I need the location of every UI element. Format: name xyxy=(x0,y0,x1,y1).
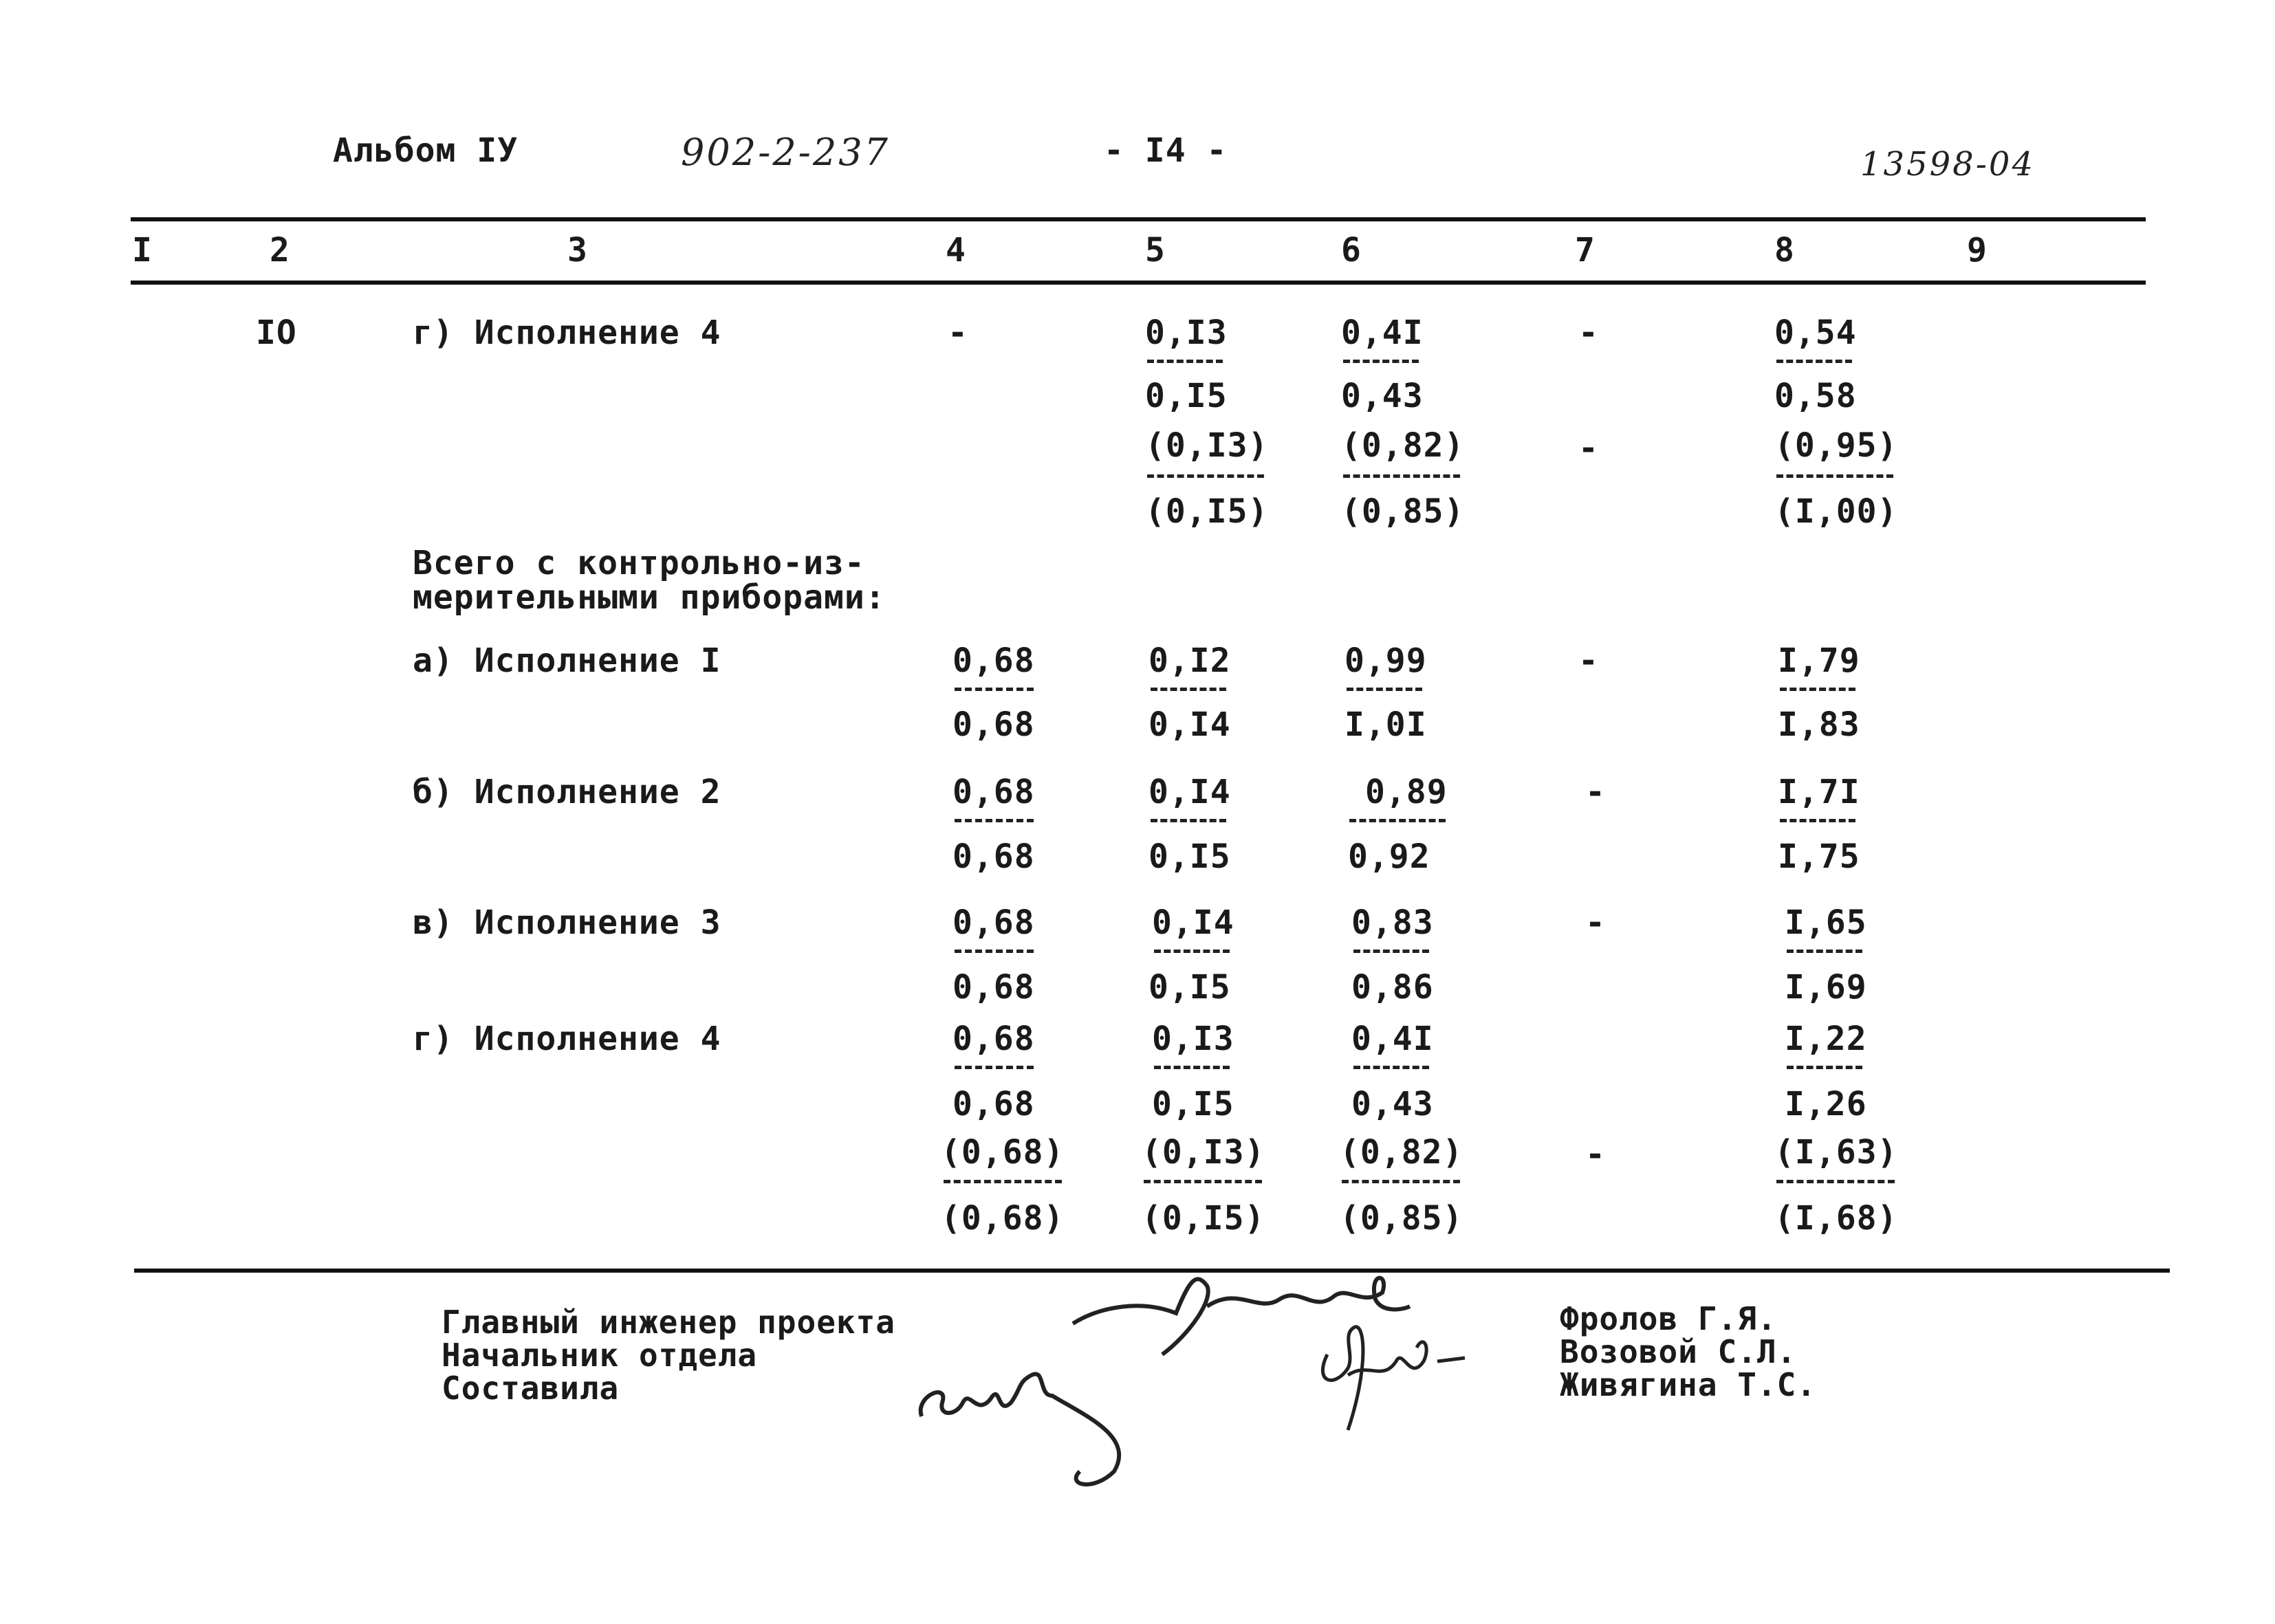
variant-col6-top: 0,4I xyxy=(1351,1020,1434,1058)
fraction-line xyxy=(955,1066,1034,1069)
column-number-3: 3 xyxy=(567,231,588,270)
variant-col4-bottom: 0,68 xyxy=(953,705,1035,744)
footer-role-department-head: Начальник отдела xyxy=(442,1337,758,1374)
variant-col4-bottom: 0,68 xyxy=(953,1085,1035,1123)
variant-col6-top: 0,83 xyxy=(1351,903,1434,942)
group1-col6-bottom: 0,43 xyxy=(1341,377,1424,415)
variant-col5-top: 0,I4 xyxy=(1149,773,1231,811)
variant-col4-top: 0,68 xyxy=(953,773,1035,811)
variant-col8-bottom: I,26 xyxy=(1785,1085,1867,1123)
variant-col5-bottom: 0,I5 xyxy=(1149,968,1231,1007)
variant-col6-bottom: 0,86 xyxy=(1351,968,1434,1007)
fraction-line xyxy=(1776,360,1852,363)
variant-label: в) Исполнение 3 xyxy=(413,903,721,942)
variant-col5-top: 0,I2 xyxy=(1149,641,1231,680)
variant-col8-top: I,7I xyxy=(1778,773,1860,811)
group1-paren-col5-bottom: (0,I5) xyxy=(1145,492,1269,531)
variant-col4-top: 0,68 xyxy=(953,903,1035,942)
fraction-line xyxy=(955,819,1034,822)
fraction-line xyxy=(1776,474,1893,478)
table-header-rule xyxy=(131,281,2146,285)
column-number-5: 5 xyxy=(1145,231,1166,270)
variant-col4-bottom: 0,68 xyxy=(953,837,1035,876)
group1-paren-col7: - xyxy=(1578,429,1599,468)
fraction-line xyxy=(1342,1180,1460,1183)
fraction-line xyxy=(1147,360,1223,363)
variant-col7: - xyxy=(1585,903,1606,942)
footer-name-compiler: Живягина Т.С. xyxy=(1560,1366,1817,1403)
variant-paren-col5-bottom: (0,I5) xyxy=(1142,1199,1265,1238)
fraction-line xyxy=(1349,819,1446,822)
variant-paren-col6-top: (0,82) xyxy=(1340,1133,1463,1172)
footer-role-compiler: Составила xyxy=(442,1370,620,1407)
group1-col6-top: 0,4I xyxy=(1341,314,1424,352)
variant-col4-bottom: 0,68 xyxy=(953,968,1035,1007)
fraction-line xyxy=(1776,1180,1895,1183)
variant-col6-bottom: 0,43 xyxy=(1351,1085,1434,1123)
fraction-line xyxy=(1151,688,1226,691)
variant-paren-col7: - xyxy=(1585,1135,1606,1174)
variant-col7: - xyxy=(1578,641,1599,680)
footer-name-department-head: Возовой С.Л. xyxy=(1560,1333,1797,1370)
column-number-9: 9 xyxy=(1967,231,1988,270)
fraction-line xyxy=(1147,474,1264,478)
fraction-line xyxy=(1154,950,1230,953)
variant-paren-col4-top: (0,68) xyxy=(941,1133,1065,1172)
fraction-line xyxy=(1353,1066,1429,1069)
fraction-line xyxy=(944,1180,1062,1183)
variant-col8-bottom: I,75 xyxy=(1778,837,1860,876)
page-number: - I4 - xyxy=(1104,131,1228,170)
variant-col5-top: 0,I4 xyxy=(1152,903,1234,942)
variant-col6-top: 0,89 xyxy=(1365,773,1448,811)
group1-col7: - xyxy=(1578,314,1599,352)
footer-role-chief-engineer: Главный инженер проекта xyxy=(442,1304,895,1341)
variant-paren-col6-bottom: (0,85) xyxy=(1340,1199,1463,1238)
variant-col6-top: 0,99 xyxy=(1345,641,1427,680)
variant-col6-bottom: 0,92 xyxy=(1348,837,1430,876)
document-number: 902-2-237 xyxy=(681,131,890,174)
group1-paren-col6-bottom: (0,85) xyxy=(1341,492,1465,531)
variant-paren-col8-bottom: (I,68) xyxy=(1774,1199,1898,1238)
group1-col4: - xyxy=(948,314,968,352)
row-number: IO xyxy=(256,314,297,352)
variant-col8-top: I,79 xyxy=(1778,641,1860,680)
totals-label-line2: мерительными приборами: xyxy=(413,578,886,617)
fraction-line xyxy=(1780,688,1855,691)
column-number-2: 2 xyxy=(270,231,290,270)
variant-label: а) Исполнение I xyxy=(413,641,721,680)
variant-col4-top: 0,68 xyxy=(953,641,1035,680)
signature-department-head xyxy=(1307,1306,1485,1444)
fraction-line xyxy=(1780,819,1855,822)
variant-label: г) Исполнение 4 xyxy=(413,1020,721,1058)
table-top-rule xyxy=(131,217,2146,221)
fraction-line xyxy=(1154,1066,1230,1069)
variant-col8-top: I,65 xyxy=(1785,903,1867,942)
group1-paren-col8-top: (0,95) xyxy=(1774,426,1898,465)
variant-col5-bottom: 0,I5 xyxy=(1152,1085,1234,1123)
column-number-4: 4 xyxy=(946,231,966,270)
totals-label-line1: Всего с контрольно-из- xyxy=(413,544,865,582)
fraction-line xyxy=(1353,950,1429,953)
album-label: Альбом IУ xyxy=(333,131,519,170)
group1-col8-top: 0,54 xyxy=(1774,314,1857,352)
variant-col5-top: 0,I3 xyxy=(1152,1020,1234,1058)
variant-col5-bottom: 0,I4 xyxy=(1149,705,1231,744)
column-number-1: I xyxy=(132,231,153,270)
column-number-7: 7 xyxy=(1575,231,1596,270)
variant-col8-bottom: I,83 xyxy=(1778,705,1860,744)
column-number-6: 6 xyxy=(1341,231,1362,270)
group1-paren-col6-top: (0,82) xyxy=(1341,426,1465,465)
variant-col7: - xyxy=(1585,773,1606,811)
column-number-8: 8 xyxy=(1774,231,1795,270)
group1-paren-col8-bottom: (I,00) xyxy=(1774,492,1898,531)
group1-col5-top: 0,I3 xyxy=(1145,314,1228,352)
fraction-line xyxy=(955,688,1034,691)
variant-paren-col4-bottom: (0,68) xyxy=(941,1199,1065,1238)
footer-name-chief-engineer: Фролов Г.Я. xyxy=(1560,1300,1777,1337)
group1-paren-col5-top: (0,I3) xyxy=(1145,426,1269,465)
fraction-line xyxy=(1787,950,1862,953)
variant-label: б) Исполнение 2 xyxy=(413,773,721,811)
signature-compiler xyxy=(908,1354,1155,1492)
archive-code: 13598-04 xyxy=(1860,145,2035,184)
fraction-line xyxy=(1144,1180,1262,1183)
fraction-line xyxy=(1343,360,1419,363)
group1-label: г) Исполнение 4 xyxy=(413,314,721,352)
variant-col5-bottom: 0,I5 xyxy=(1149,837,1231,876)
variant-paren-col5-top: (0,I3) xyxy=(1142,1133,1265,1172)
variant-col8-top: I,22 xyxy=(1785,1020,1867,1058)
group1-col8-bottom: 0,58 xyxy=(1774,377,1857,415)
fraction-line xyxy=(1347,688,1422,691)
group1-col5-bottom: 0,I5 xyxy=(1145,377,1228,415)
fraction-line xyxy=(1343,474,1460,478)
variant-col6-bottom: I,0I xyxy=(1345,705,1427,744)
fraction-line xyxy=(1151,819,1226,822)
variant-paren-col8-top: (I,63) xyxy=(1774,1133,1898,1172)
fraction-line xyxy=(1787,1066,1862,1069)
fraction-line xyxy=(955,950,1034,953)
variant-col4-top: 0,68 xyxy=(953,1020,1035,1058)
variant-col8-bottom: I,69 xyxy=(1785,968,1867,1007)
